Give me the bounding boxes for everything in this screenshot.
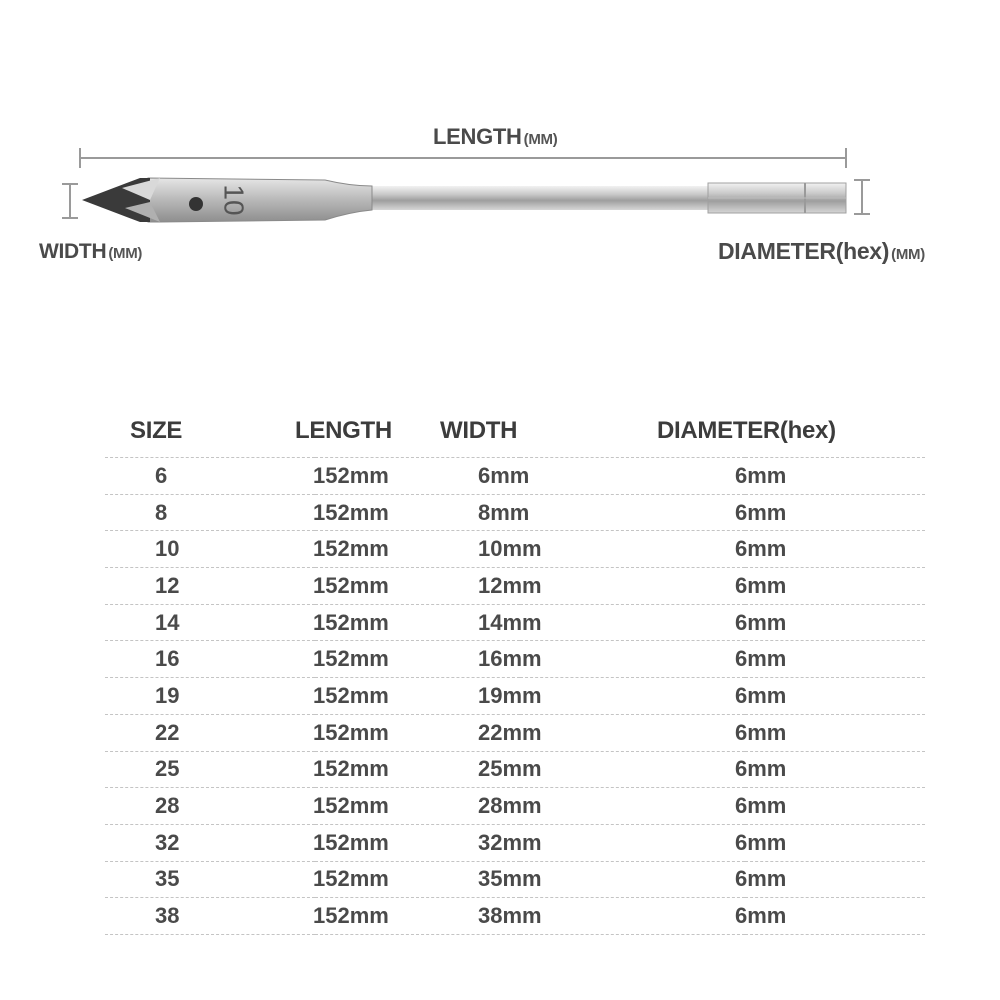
cell-size: 32 (105, 824, 315, 861)
cell-width: 16mm (460, 641, 685, 678)
cell-length: 152mm (305, 494, 510, 531)
cell-width: 8mm (460, 494, 685, 531)
table-row (105, 568, 925, 605)
table-row (105, 751, 925, 788)
length-label: LENGTH (MM) (433, 124, 558, 149)
cell-size: 35 (105, 861, 315, 898)
table-row (105, 678, 925, 715)
cell-width: 38mm (460, 898, 685, 935)
cell-length: 152mm (305, 604, 510, 641)
table-row (105, 861, 925, 898)
cell-size: 14 (105, 604, 315, 641)
cell-width: 14mm (460, 604, 685, 641)
cell-diameter: 6mm (690, 494, 870, 531)
cell-length: 152mm (305, 568, 510, 605)
cell-diameter: 6mm (690, 604, 870, 641)
cell-size: 28 (105, 788, 315, 825)
table-row (105, 494, 925, 531)
table-row (105, 531, 925, 568)
cell-width: 35mm (460, 861, 685, 898)
cell-diameter: 6mm (690, 898, 870, 935)
cell-width: 10mm (460, 531, 685, 568)
table-row (105, 788, 925, 825)
header-size: SIZE (130, 417, 183, 444)
bit-hole (189, 197, 203, 211)
cell-size: 10 (105, 531, 315, 568)
table-row (105, 714, 925, 751)
cell-length: 152mm (305, 678, 510, 715)
cell-width: 6mm (460, 458, 685, 495)
cell-width: 25mm (460, 751, 685, 788)
bit-shaft (370, 186, 710, 210)
cell-diameter: 6mm (690, 458, 870, 495)
cell-size: 38 (105, 898, 315, 935)
size-spec-table (105, 405, 925, 935)
diameter-label: DIAMETER(hex) (MM) (718, 238, 925, 264)
header-diameter: DIAMETER(hex) (657, 417, 836, 444)
cell-size: 12 (105, 568, 315, 605)
cell-length: 152mm (305, 458, 510, 495)
length-dimension-line (80, 148, 846, 168)
cell-size: 25 (105, 751, 315, 788)
cell-size: 8 (105, 494, 315, 531)
cell-length: 152mm (305, 714, 510, 751)
cell-width: 28mm (460, 788, 685, 825)
cell-width: 12mm (460, 568, 685, 605)
table-row (105, 824, 925, 861)
cell-width: 19mm (460, 678, 685, 715)
cell-length: 152mm (305, 861, 510, 898)
cell-length: 152mm (305, 788, 510, 825)
table-row (105, 604, 925, 641)
table-row (105, 898, 925, 935)
cell-length: 152mm (305, 824, 510, 861)
cell-width: 32mm (460, 824, 685, 861)
cell-diameter: 6mm (690, 641, 870, 678)
width-label: WIDTH (MM) (39, 240, 143, 263)
cell-diameter: 6mm (690, 678, 870, 715)
cell-size: 19 (105, 678, 315, 715)
cell-diameter: 6mm (690, 531, 870, 568)
cell-diameter: 6mm (690, 824, 870, 861)
cell-length: 152mm (305, 641, 510, 678)
cell-size: 16 (105, 641, 315, 678)
cell-size: 6 (105, 458, 315, 495)
diameter-dimension-line (854, 180, 870, 214)
cell-diameter: 6mm (690, 751, 870, 788)
header-length: LENGTH (295, 417, 392, 444)
cell-diameter: 6mm (690, 714, 870, 751)
header-width: WIDTH (440, 417, 518, 444)
bit-blade (148, 178, 372, 222)
cell-length: 152mm (305, 531, 510, 568)
table-row (105, 641, 925, 678)
table-header-row (105, 405, 925, 458)
cell-width: 22mm (460, 714, 685, 751)
cell-diameter: 6mm (690, 568, 870, 605)
cell-size: 22 (105, 714, 315, 751)
cell-diameter: 6mm (690, 788, 870, 825)
cell-length: 152mm (305, 898, 510, 935)
table-row (105, 458, 925, 495)
cell-length: 152mm (305, 751, 510, 788)
bit-marking: 10 (218, 184, 250, 216)
cell-diameter: 6mm (690, 861, 870, 898)
width-dimension-line (62, 184, 78, 218)
